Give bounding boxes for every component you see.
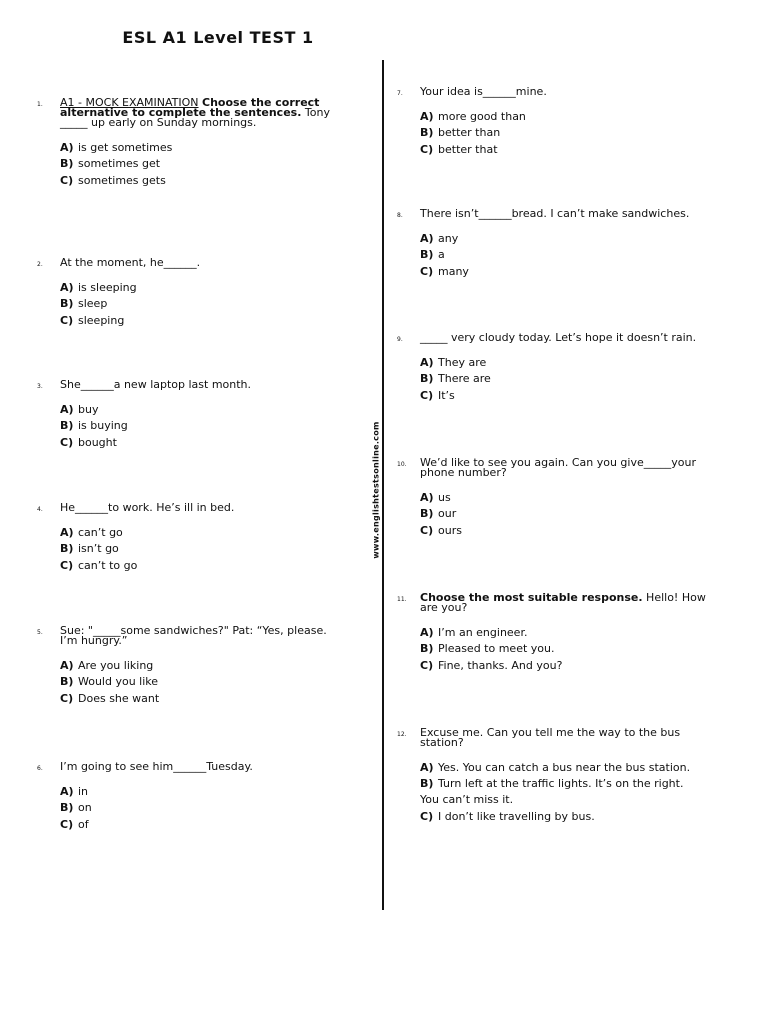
option-c[interactable] <box>60 558 337 574</box>
option-text: is sleeping <box>78 281 137 294</box>
option-letter: C) <box>60 173 74 187</box>
option-letter: C) <box>420 264 434 278</box>
option-letter: A) <box>420 491 434 504</box>
option-a[interactable] <box>60 784 337 800</box>
option-text: ours <box>438 523 462 537</box>
option-a[interactable] <box>420 109 707 125</box>
option-a[interactable] <box>60 140 337 156</box>
question-10 <box>397 458 707 539</box>
option-text: They are <box>438 356 487 369</box>
option-b[interactable] <box>420 247 707 263</box>
option-text: It’s <box>438 388 455 402</box>
option-a[interactable] <box>60 525 337 541</box>
options-list <box>60 784 337 833</box>
option-a[interactable] <box>420 760 707 776</box>
option-letter: C) <box>420 142 434 156</box>
option-text: Fine, thanks. And you? <box>438 658 563 672</box>
option-text: can’t go <box>78 526 123 539</box>
option-text: can’t to go <box>78 558 138 572</box>
question-number: 9. <box>397 336 403 343</box>
option-a[interactable] <box>60 280 337 296</box>
question-stem <box>60 98 337 128</box>
option-text: more good than <box>438 110 526 123</box>
option-c[interactable] <box>60 691 337 707</box>
option-letter: A) <box>60 526 74 539</box>
option-text: Pleased to meet you. <box>438 642 555 656</box>
question-9 <box>397 333 707 404</box>
page-title: ESL A1 Level TEST 1 <box>122 28 314 47</box>
option-letter: A) <box>420 761 434 774</box>
option-text: There are <box>438 372 491 386</box>
option-text: many <box>438 264 469 278</box>
option-letter: B) <box>60 157 74 171</box>
option-letter: C) <box>420 810 434 824</box>
option-a[interactable] <box>60 658 337 674</box>
question-number: 4. <box>37 506 43 513</box>
option-c[interactable] <box>60 435 337 451</box>
option-text: Turn left at the traffic lights. It’s on the right. <box>438 777 684 791</box>
question-12 <box>397 728 707 826</box>
option-a[interactable] <box>420 231 707 247</box>
option-text: us <box>438 491 451 504</box>
question-8 <box>397 209 707 280</box>
option-b[interactable] <box>60 674 337 690</box>
option-b[interactable] <box>60 541 337 557</box>
question-number: 11. <box>397 596 407 603</box>
question-number: 1. <box>37 101 43 108</box>
question-number: 8. <box>397 212 403 219</box>
website-watermark: www.englishtestsonline.com <box>371 421 381 559</box>
question-number: 7. <box>397 90 403 97</box>
option-letter: B) <box>60 675 74 689</box>
option-letter: B) <box>60 801 74 815</box>
option-text: I’m an engineer. <box>438 626 528 639</box>
option-a[interactable] <box>420 490 707 506</box>
options-list <box>60 658 337 707</box>
option-b[interactable] <box>420 641 707 657</box>
option-b[interactable] <box>60 418 337 434</box>
option-b[interactable] <box>60 296 337 312</box>
option-c[interactable] <box>420 809 707 825</box>
option-letter: B) <box>60 419 74 433</box>
option-text: sometimes gets <box>78 173 166 187</box>
options-list <box>420 490 707 539</box>
option-letter: B) <box>420 777 434 791</box>
question-stem: She______a new laptop last month. <box>60 378 252 391</box>
options-list <box>60 140 337 189</box>
stem-text: Hello! How are you? <box>420 591 706 614</box>
options-list <box>420 355 707 404</box>
option-letter: A) <box>420 232 434 245</box>
option-text: in <box>78 785 89 798</box>
option-text: Yes. You can catch a bus near the bus station. <box>438 761 691 774</box>
section-heading: A1 - MOCK EXAMINATION <box>60 96 199 109</box>
question-stem: _____ very cloudy today. Let’s hope it doesn’t rain. <box>420 331 697 344</box>
instruction-text: Choose the most suitable response. <box>420 591 643 604</box>
option-text: I don’t like travelling by bus. <box>438 810 595 824</box>
question-number: 10. <box>397 461 407 468</box>
question-stem: There isn’t______bread. I can’t make sandwiches. <box>420 207 690 220</box>
option-text: better that <box>438 142 498 156</box>
option-letter: A) <box>60 785 74 798</box>
question-2 <box>37 258 337 329</box>
question-3 <box>37 380 337 451</box>
stem-text: Tony _____ up early on Sunday mornings. <box>60 106 330 129</box>
option-letter: A) <box>420 110 434 123</box>
question-stem: He______to work. He’s ill in bed. <box>60 501 235 514</box>
option-c[interactable] <box>60 313 337 329</box>
question-11 <box>397 593 707 674</box>
option-text: sleeping <box>78 313 125 327</box>
option-b[interactable] <box>60 156 337 172</box>
option-c[interactable] <box>420 264 707 280</box>
option-letter: B) <box>420 642 434 656</box>
option-text: sometimes get <box>78 157 161 171</box>
option-c[interactable] <box>420 523 707 539</box>
option-text: any <box>438 232 459 245</box>
option-letter: A) <box>60 141 74 154</box>
option-letter: C) <box>60 558 74 572</box>
option-b[interactable] <box>420 371 707 387</box>
option-a[interactable] <box>420 625 707 641</box>
options-list <box>420 625 707 674</box>
option-c[interactable] <box>420 658 707 674</box>
option-text: Are you liking <box>78 659 154 672</box>
option-text: isn’t go <box>78 542 119 556</box>
question-stem: At the moment, he______. <box>60 256 201 269</box>
option-letter: B) <box>420 507 434 521</box>
question-1 <box>37 98 337 189</box>
option-a[interactable] <box>60 402 337 418</box>
option-text: better than <box>438 126 501 140</box>
option-b[interactable] <box>420 125 707 141</box>
option-text: buy <box>78 403 99 416</box>
option-letter: A) <box>60 281 74 294</box>
option-c[interactable] <box>420 142 707 158</box>
question-7 <box>397 87 707 158</box>
question-4 <box>37 503 337 574</box>
options-list <box>420 760 707 826</box>
question-stem: I’m going to see him______Tuesday. <box>60 760 253 773</box>
column-divider <box>382 60 384 910</box>
option-letter: B) <box>420 126 434 140</box>
option-letter: C) <box>60 313 74 327</box>
option-c[interactable] <box>60 173 337 189</box>
option-letter: C) <box>420 658 434 672</box>
option-text: our <box>438 507 457 521</box>
option-text: is get sometimes <box>78 141 173 154</box>
question-number: 5. <box>37 629 43 636</box>
option-letter: B) <box>60 297 74 311</box>
question-6 <box>37 762 337 833</box>
option-letter: A) <box>60 403 74 416</box>
option-letter: A) <box>60 659 74 672</box>
option-letter: B) <box>420 248 434 262</box>
option-text: of <box>78 817 89 831</box>
options-list <box>420 109 707 158</box>
question-stem: Sue: "_____some sandwiches?" Pat: “Yes, please. I’m hungry.” <box>60 624 327 647</box>
question-number: 6. <box>37 765 43 772</box>
option-a[interactable] <box>420 355 707 371</box>
option-text: Does she want <box>78 691 160 705</box>
options-list <box>420 231 707 280</box>
option-text: Would you like <box>78 675 159 689</box>
question-number: 12. <box>397 731 407 738</box>
option-letter: C) <box>420 523 434 537</box>
instruction-text: Choose the correct alternative to complete the sentences. <box>60 96 320 119</box>
option-letter: B) <box>60 542 74 556</box>
option-letter: C) <box>420 388 434 402</box>
option-letter: C) <box>60 691 74 705</box>
question-5 <box>37 626 337 707</box>
option-letter: A) <box>420 356 434 369</box>
question-number: 3. <box>37 383 43 390</box>
option-text: sleep <box>78 297 108 311</box>
question-number: 2. <box>37 261 43 268</box>
question-stem <box>420 593 707 613</box>
options-list <box>60 525 337 574</box>
question-stem: We’d like to see you again. Can you give_____your phone number? <box>420 456 696 479</box>
option-b[interactable] <box>420 506 707 522</box>
question-stem: Excuse me. Can you tell me the way to the bus station? <box>420 726 681 749</box>
question-stem: Your idea is______mine. <box>420 85 547 98</box>
option-text: a <box>438 248 445 262</box>
option-letter: C) <box>60 435 74 449</box>
option-b[interactable] <box>60 800 337 816</box>
option-letter: C) <box>60 817 74 831</box>
option-text: on <box>78 801 92 815</box>
option-c[interactable] <box>60 817 337 833</box>
option-letter: B) <box>420 372 434 386</box>
option-text: is buying <box>78 419 128 433</box>
option-text-continued: You can’t miss it. <box>420 793 514 807</box>
options-list <box>60 280 337 329</box>
option-b[interactable] <box>420 776 707 809</box>
option-text: bought <box>78 435 117 449</box>
options-list <box>60 402 337 451</box>
option-c[interactable] <box>420 388 707 404</box>
option-letter: A) <box>420 626 434 639</box>
